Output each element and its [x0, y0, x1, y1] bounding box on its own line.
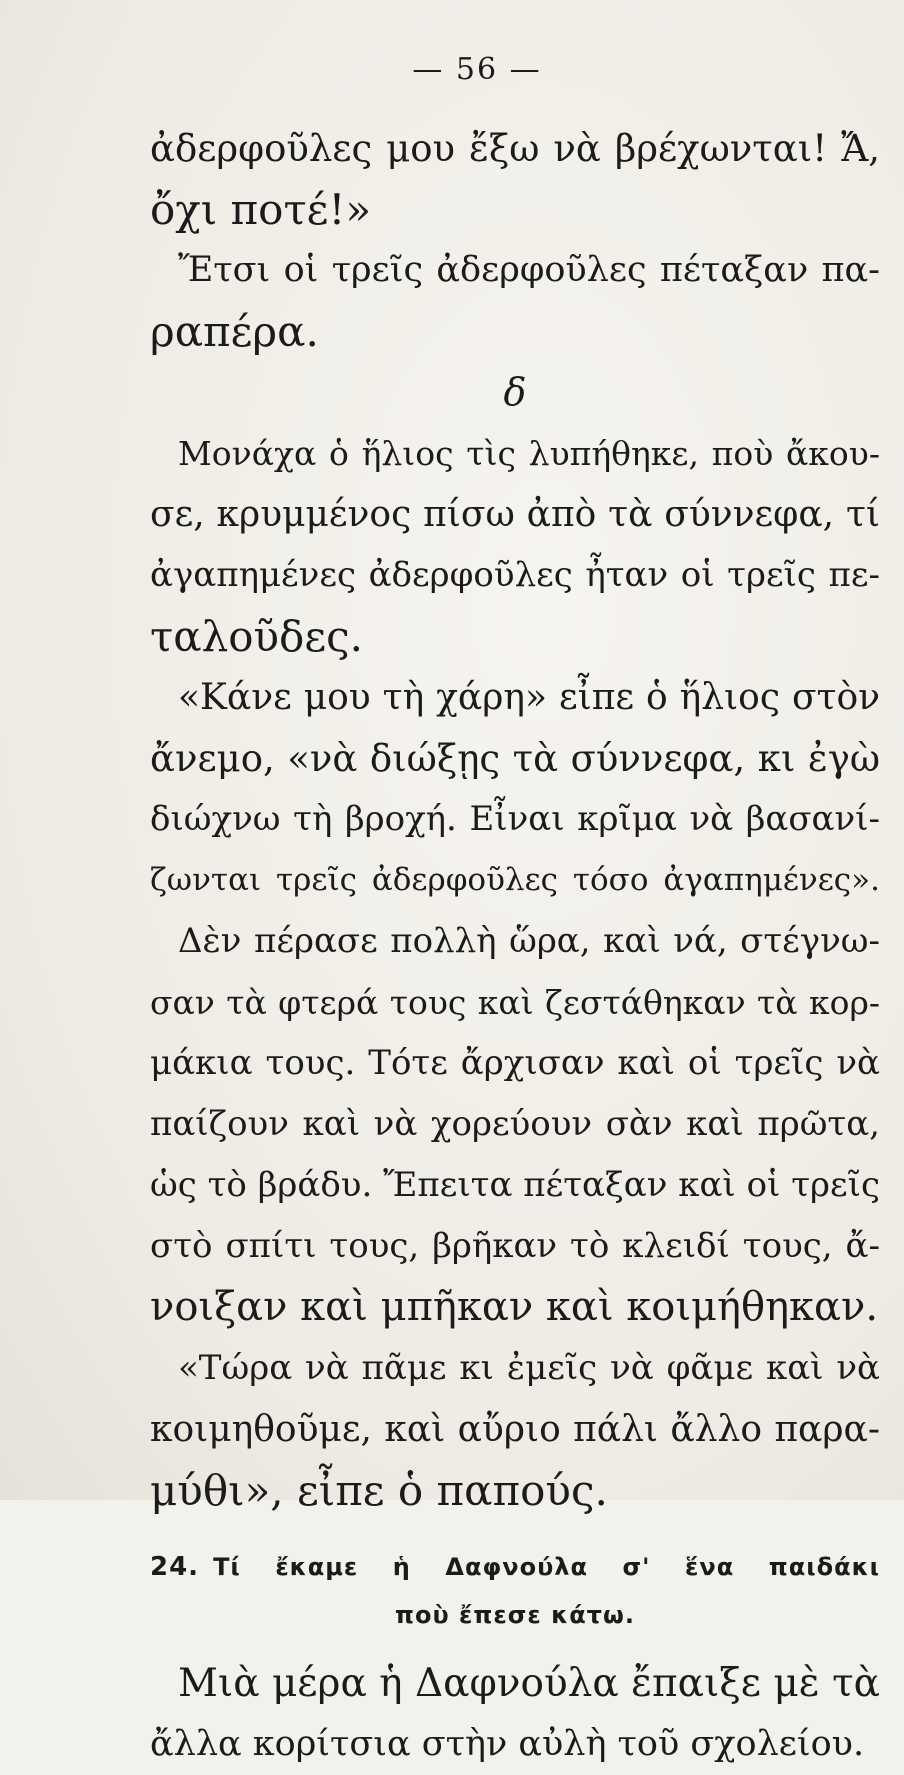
text-line: ὡς τὸ βράδυ. Ἔπειτα πέταξαν καὶ οἱ τρεῖς [150, 1165, 880, 1205]
text-line: ραπέρα. [150, 307, 319, 356]
text-line: Δὲν πέρασε πολλὴ ὥρα, καὶ νά, στέγνω- [178, 921, 880, 961]
text-line: ζωνται τρεῖς ἀδερφοῦλες τόσο ἀγαπημένες». [150, 862, 880, 898]
text-line: ἀδερφοῦλες μου ἔξω νὰ βρέχωνται! Ἄ, [150, 127, 880, 170]
text-line: «Τώρα νὰ πᾶμε κι ἐμεῖς νὰ φᾶμε καὶ νὰ [178, 1348, 880, 1388]
text-line: παίζουν καὶ νὰ χορεύουν σὰν καὶ πρῶτα, [150, 1104, 880, 1144]
section-mark: δ [503, 370, 527, 414]
chapter-heading [150, 1543, 880, 1639]
text-line: «Κάνε μου τὴ χάρη» εἶπε ὁ ἥλιος στὸν [178, 677, 880, 718]
text-line: σαν τὰ φτερά τους καὶ ζεστάθηκαν τὰ κορ- [150, 983, 880, 1022]
chapter-number: 24. [150, 1552, 200, 1582]
text-line: Ἔτσι οἱ τρεῖς ἀδερφοῦλες πέταξαν πα- [178, 250, 880, 290]
text-line: κοιμηθοῦμε, καὶ αὔριο πάλι ἄλλο παρα- [150, 1409, 880, 1450]
text-line: νοιξαν καὶ μπῆκαν καὶ κοιμήθηκαν. [150, 1284, 879, 1330]
chapter-title-continued: ποὺ ἔπεσε κάτω. [395, 1601, 635, 1629]
text-line: Μονάχα ὁ ἥλιος τὶς λυπήθηκε, ποὺ ἄκου- [178, 434, 880, 473]
chapter-heading-line [150, 1543, 880, 1591]
text-line: ὄχι ποτέ!» [150, 185, 372, 234]
text-line: μύθι», εἶπε ὁ παπούς. [150, 1466, 608, 1515]
text-line: Μιὰ μέρα ἡ Δαφνούλα ἔπαιξε μὲ τὰ [178, 1661, 880, 1706]
page-text [150, 118, 880, 1775]
chapter-title: Τί ἔκαμε ἡ Δαφνούλα σ' ἕνα παιδάκι [213, 1553, 880, 1581]
page-number: — 56 — [412, 52, 542, 87]
text-line: ἄλλα κορίτσια στὴν αὐλὴ τοῦ σχολείου. [150, 1724, 865, 1764]
text-line: σε, κρυμμένος πίσω ἀπὸ τὰ σύννεφα, τί [150, 494, 880, 535]
text-line: ἀγαπημένες ἀδερφοῦλες ἦταν οἱ τρεῖς πε- [150, 555, 880, 595]
text-line: μάκια τους. Τότε ἄρχισαν καὶ οἱ τρεῖς νὰ [150, 1043, 880, 1083]
text-line: ταλοῦδες. [150, 612, 363, 661]
text-line: διώχνω τὴ βροχή. Εἶναι κρῖμα νὰ βασανί- [150, 799, 880, 839]
text-line: ἄνεμο, «νὰ διώξῃς τὰ σύννεφα, κι ἐγὼ [150, 737, 880, 780]
text-line: στὸ σπίτι τους, βρῆκαν τὸ κλειδί τους, ἄ- [150, 1226, 880, 1266]
